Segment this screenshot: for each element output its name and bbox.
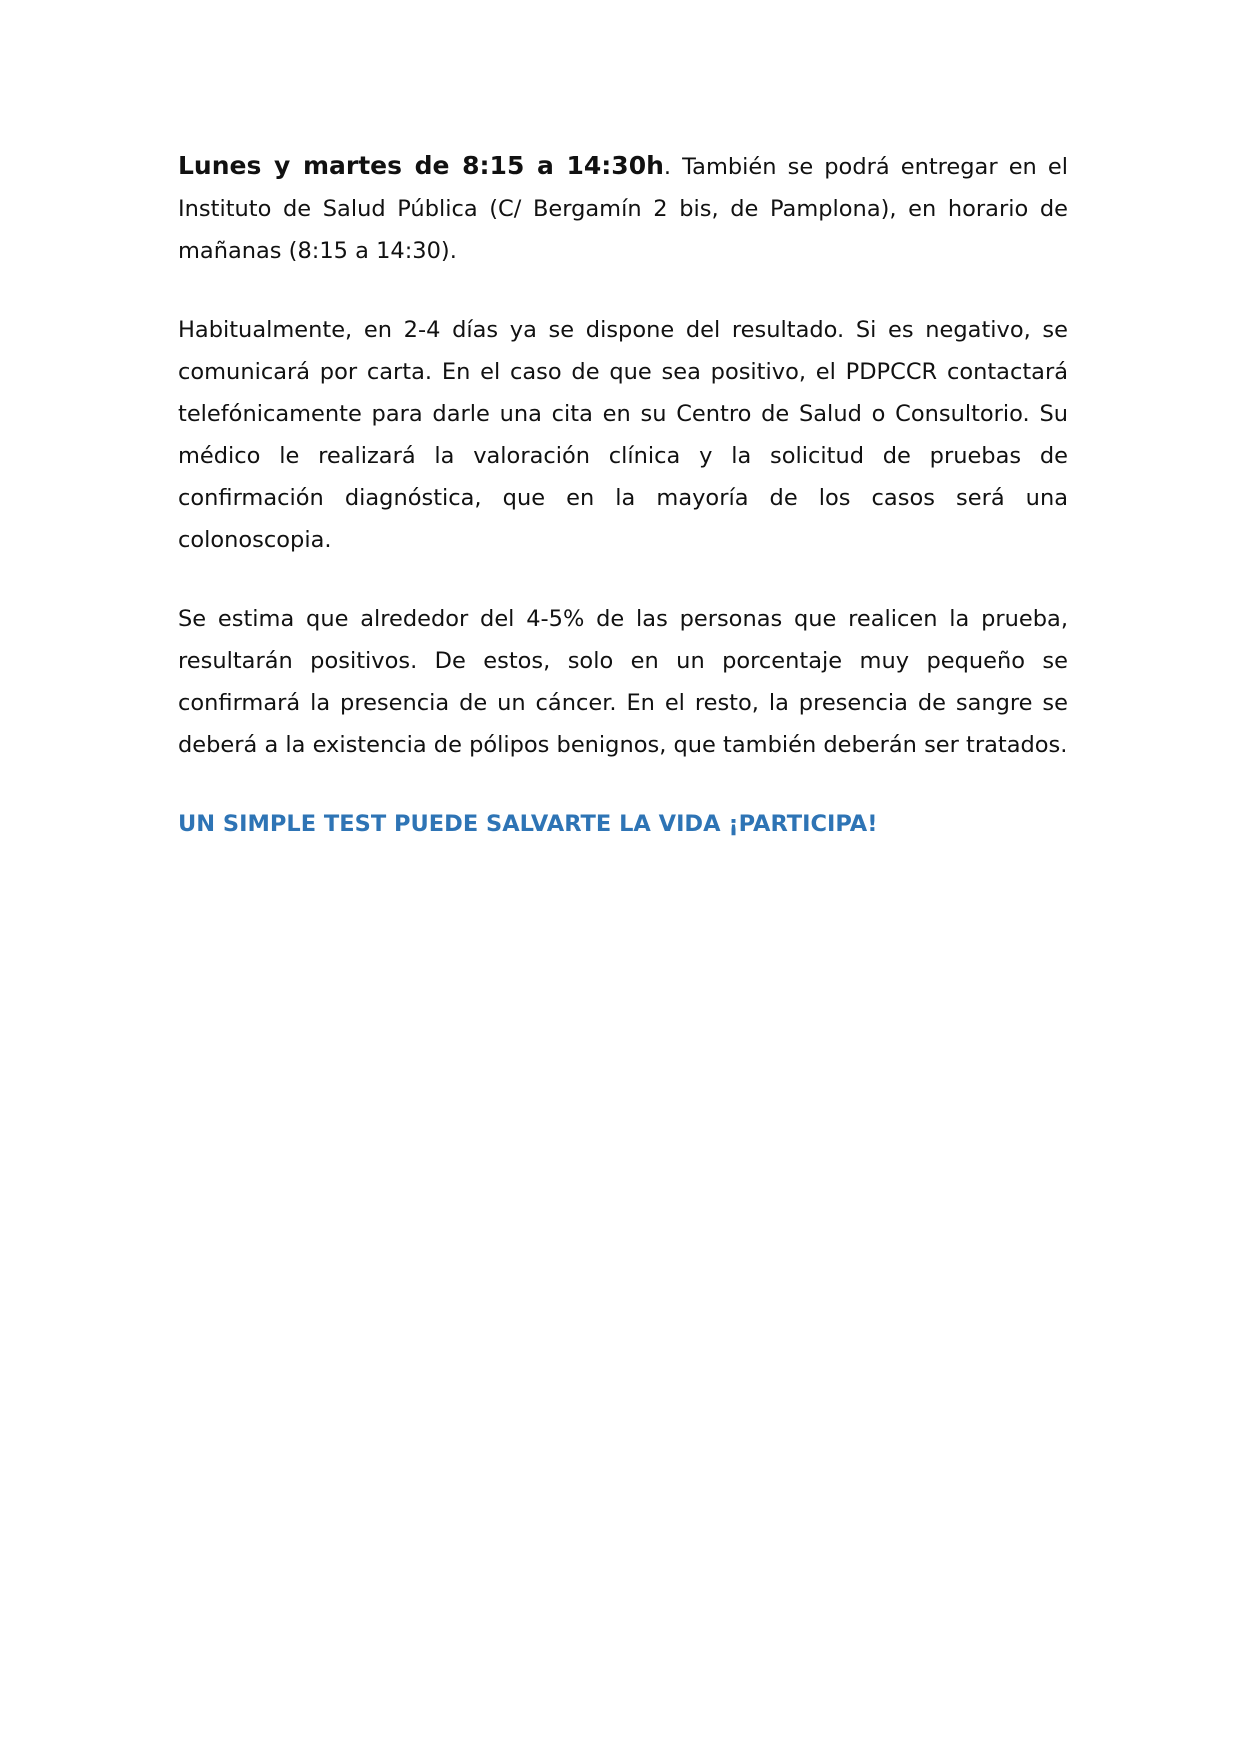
paragraph-estimate: Se estima que alrededor del 4-5% de las personas que realicen la prueba, resultarán positivos. De estos, solo en un porcentaje muy pequeño se confirmará la presencia de un cáncer. En el resto, la presencia de sangre se deberá a la existencia de pólipos benignos, que también deberán ser tratados. <box>178 606 1068 758</box>
call-to-action: UN SIMPLE TEST PUEDE SALVARTE LA VIDA ¡PARTICIPA! <box>178 811 878 837</box>
paragraph-schedule <box>178 145 1068 272</box>
schedule-rest-text: . También se podrá entregar en el Instituto de Salud Pública (C/ Bergamín 2 bis, de Pamplona), en horario de mañanas (8:15 a 14:30). <box>178 154 1068 264</box>
document-body <box>178 145 1068 845</box>
paragraph-results: Habitualmente, en 2-4 días ya se dispone del resultado. Si es negativo, se comunicará por carta. En el caso de que sea positivo, el PDPCCR contactará telefónicamente para darle una cita en su Centro de Salud o Consultorio. Su médico le realizará la valoración clínica y la solicitud de pruebas de confirmación diagnóstica, que en la mayoría de los casos será una colonoscopia. <box>178 317 1068 553</box>
schedule-bold-text: Lunes y martes de 8:15 a 14:30h <box>178 151 664 180</box>
